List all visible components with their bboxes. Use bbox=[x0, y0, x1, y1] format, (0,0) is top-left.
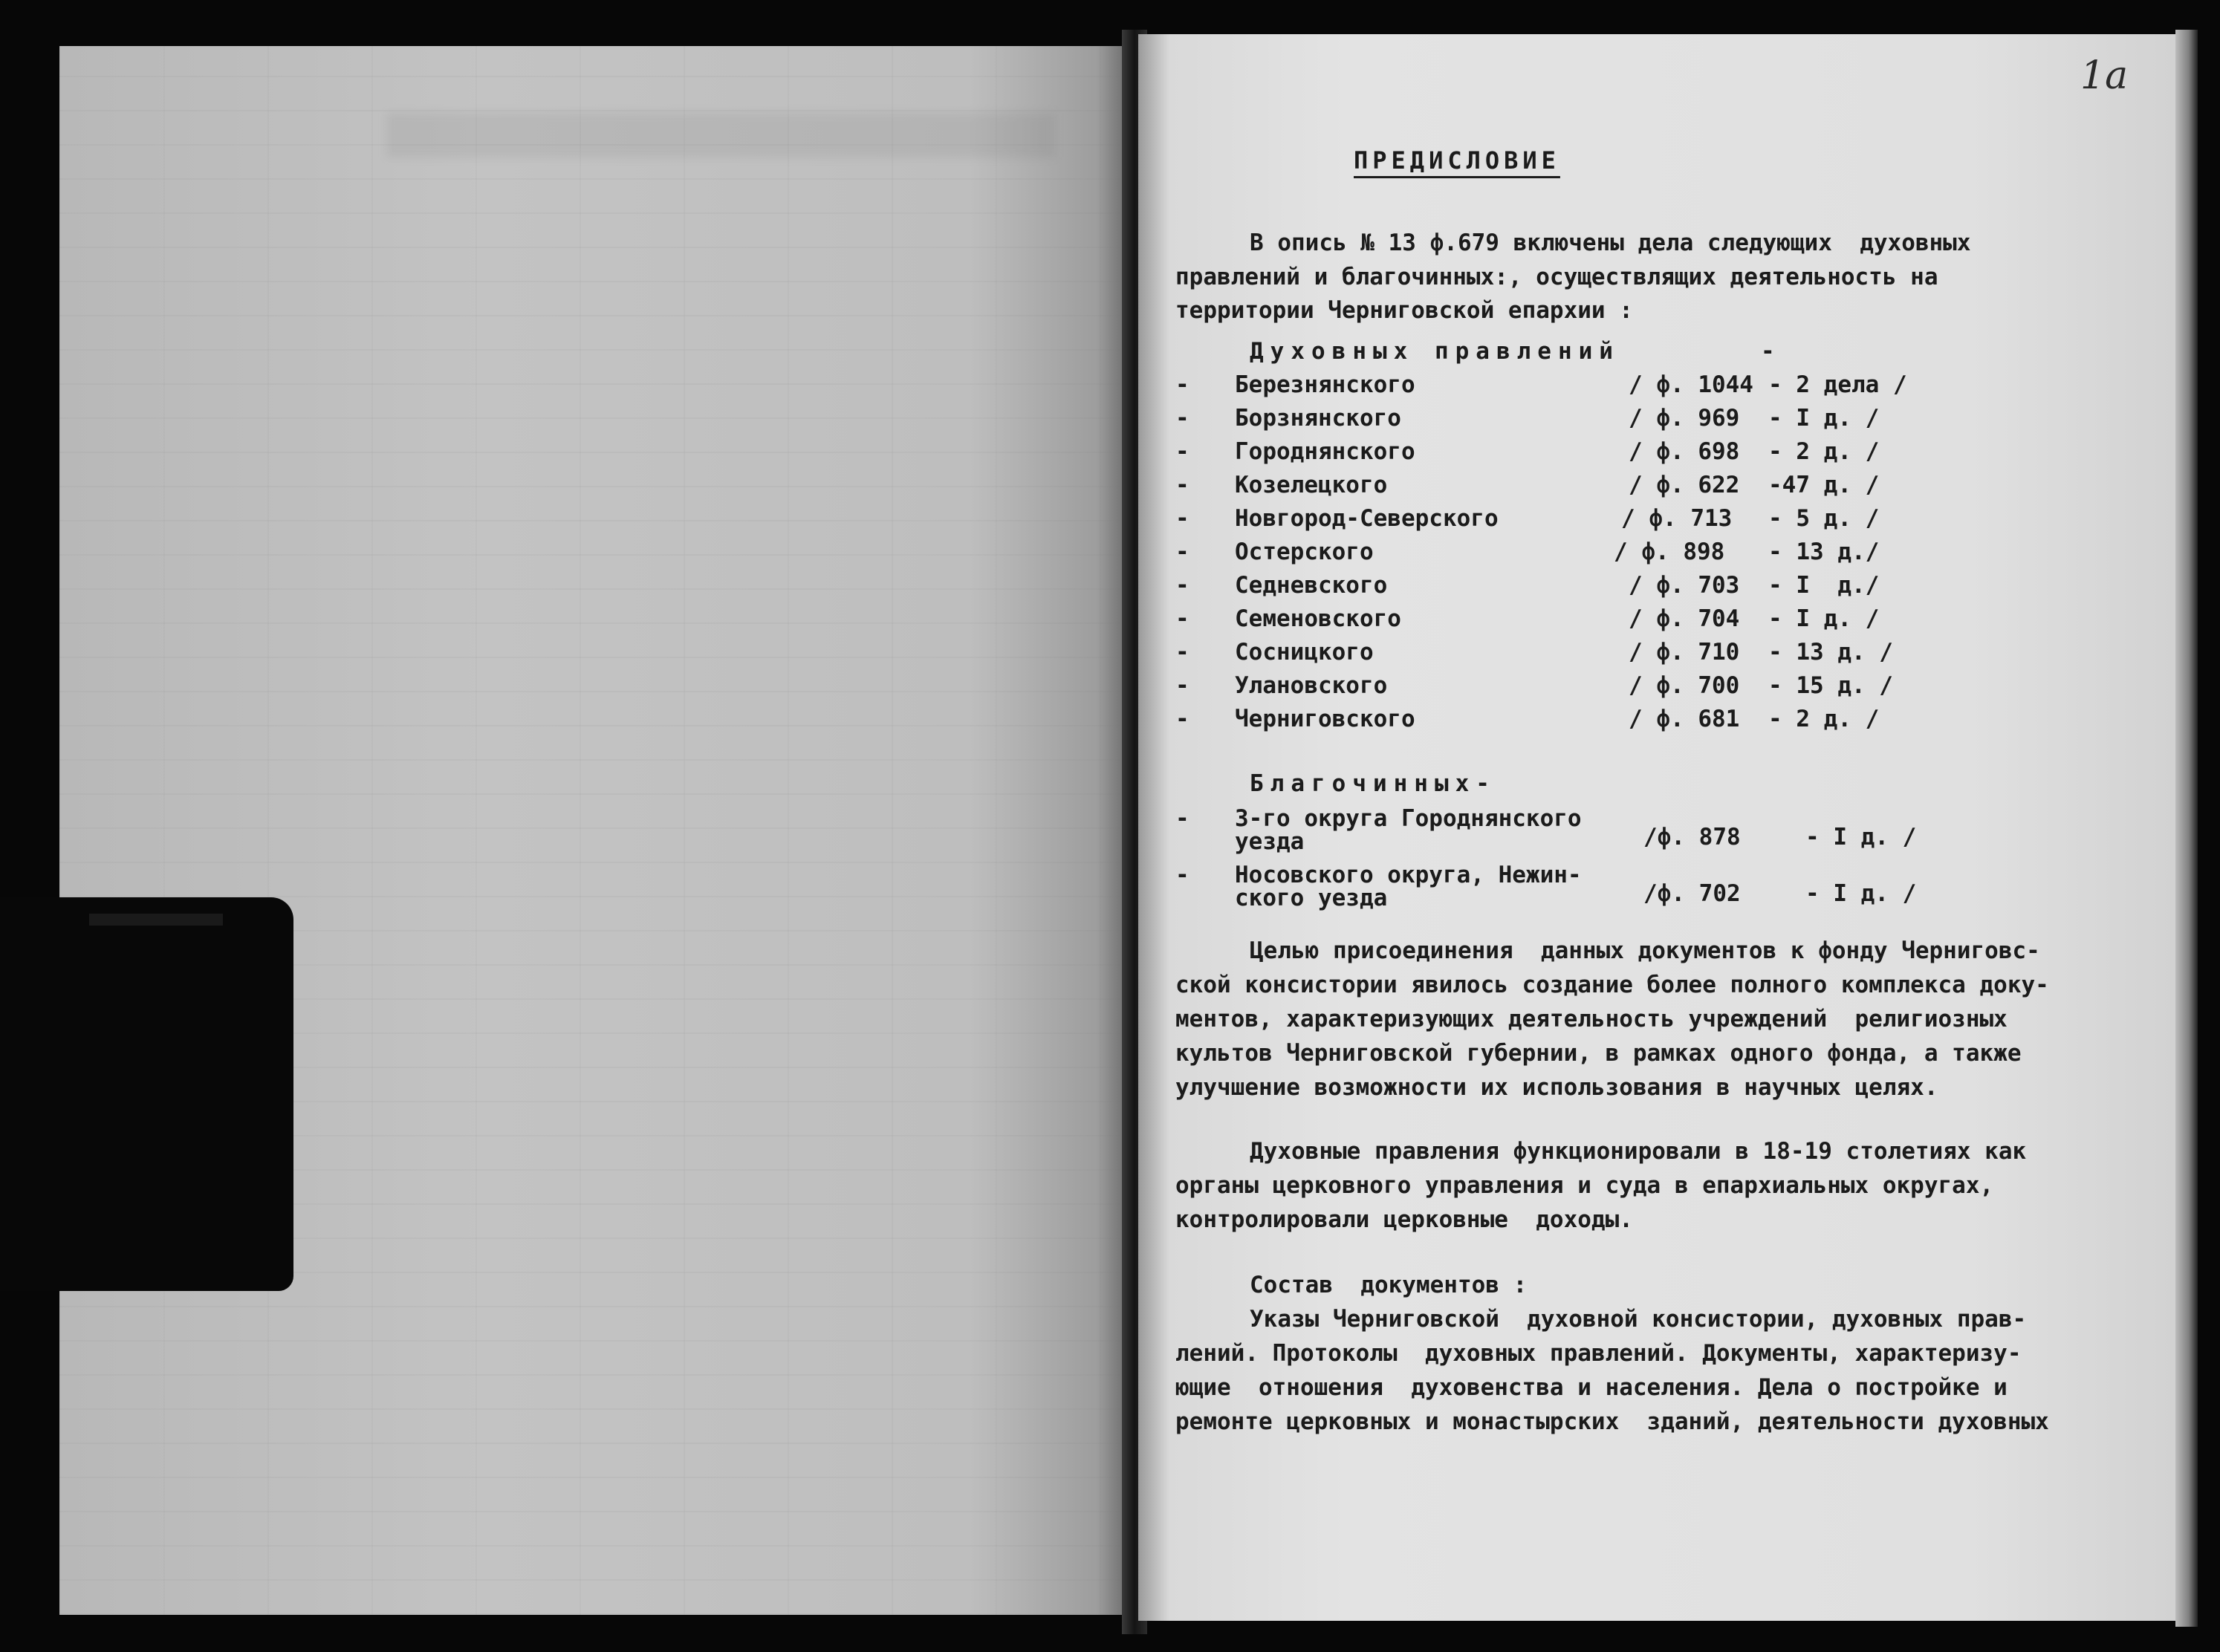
left-page-bleedthrough-heading bbox=[386, 113, 1055, 157]
list-item-count: - I д. / bbox=[1768, 605, 1880, 632]
list-item-name-line1: Носовского округа, Нежин- bbox=[1235, 862, 1582, 888]
list-item-bullet: - bbox=[1175, 539, 1189, 565]
list-item-name: Городнянского bbox=[1235, 438, 1415, 465]
purpose-line-2: ской консистории явилось создание более полного комплекса доку- bbox=[1175, 972, 2049, 998]
function-line-2: органы церковного управления и суда в епархиальных округах, bbox=[1175, 1172, 1994, 1199]
list-item-fond: / ф. 681 bbox=[1629, 706, 1740, 732]
list-item-fond: / ф. 700 bbox=[1629, 672, 1740, 699]
list-item-bullet: - bbox=[1175, 572, 1189, 599]
list-item-bullet: - bbox=[1175, 438, 1189, 465]
purpose-line-1: Целью присоединения данных документов к фонду Черниговс- bbox=[1250, 937, 2040, 964]
list-item-fond: /ф. 702 bbox=[1643, 880, 1741, 907]
list-item-fond: / ф. 710 bbox=[1629, 639, 1740, 666]
list-item-bullet: - bbox=[1175, 862, 1189, 888]
list-item-count: - 15 д. / bbox=[1768, 672, 1893, 699]
list-item-bullet: - bbox=[1175, 405, 1189, 432]
list-item-name-line1: 3-го округа Городнянского bbox=[1235, 805, 1582, 832]
list-item-name: Козелецкого bbox=[1235, 472, 1388, 498]
list-item-count: -47 д. / bbox=[1768, 472, 1880, 498]
list-item-fond: / ф. 698 bbox=[1629, 438, 1740, 465]
list-item-fond: / ф. 898 bbox=[1614, 539, 1725, 565]
right-page-edge bbox=[2175, 30, 2198, 1627]
composition-line-1: Указы Черниговской духовной консистории, духовных прав- bbox=[1250, 1306, 2027, 1333]
list-item-name-line2: уезда bbox=[1235, 828, 1305, 855]
list-item-count: - I д. / bbox=[1768, 405, 1880, 432]
left-page-blank bbox=[59, 46, 1129, 1615]
list-item-fond: / ф. 622 bbox=[1629, 472, 1740, 498]
list-item-bullet: - bbox=[1175, 706, 1189, 732]
purpose-line-3: ментов, характеризующих деятельность учреждений религиозных bbox=[1175, 1006, 2008, 1032]
list-item-bullet: - bbox=[1175, 672, 1189, 699]
list-item-name: Борзнянского bbox=[1235, 405, 1401, 432]
list-item-name: Новгород-Северского bbox=[1235, 505, 1499, 532]
list-item-count: - 2 дела / bbox=[1768, 371, 1907, 398]
composition-heading: Состав документов : bbox=[1250, 1272, 1528, 1298]
composition-line-4: ремонте церковных и монастырских зданий, деятельности духовных bbox=[1175, 1408, 2049, 1435]
list-item-count: - 5 д. / bbox=[1768, 505, 1880, 532]
pravleniya-heading-dash: - bbox=[1761, 338, 1775, 365]
list-item-count: - 2 д. / bbox=[1768, 438, 1880, 465]
intro-line-1: В опись № 13 ф.679 включены дела следующих духовных bbox=[1250, 230, 1971, 256]
list-item-fond: /ф. 878 bbox=[1643, 824, 1741, 851]
list-item-count: - I д. / bbox=[1805, 824, 1917, 851]
composition-line-3: ющие отношения духовенства и населения. Дела о постройке и bbox=[1175, 1374, 2008, 1401]
list-item-name: Березнянского bbox=[1235, 371, 1415, 398]
list-item-fond: / ф. 704 bbox=[1629, 605, 1740, 632]
list-item-name: Черниговского bbox=[1235, 706, 1415, 732]
function-line-3: контролировали церковные доходы. bbox=[1175, 1206, 1633, 1233]
blagochinnykh-heading: Благочинных- bbox=[1250, 770, 1496, 797]
function-line-1: Духовные правления функционировали в 18-19 столетиях как bbox=[1250, 1138, 2027, 1165]
list-item-name: Улановского bbox=[1235, 672, 1388, 699]
pravleniya-heading: Духовных правлений bbox=[1250, 338, 1620, 365]
list-item-bullet: - bbox=[1175, 371, 1189, 398]
list-item-name: Сосницкого bbox=[1235, 639, 1374, 666]
list-item-bullet: - bbox=[1175, 605, 1189, 632]
list-item-bullet: - bbox=[1175, 472, 1189, 498]
composition-line-2: лений. Протоколы духовных правлений. Документы, характеризу- bbox=[1175, 1340, 2022, 1367]
list-item-fond: / ф. 703 bbox=[1629, 572, 1740, 599]
intro-line-2: правлений и благочинных:, осуществлящих деятельность на bbox=[1175, 264, 1938, 290]
page-title: ПРЕДИСЛОВИЕ bbox=[1354, 146, 1560, 175]
list-item-name: Остерского bbox=[1235, 539, 1374, 565]
binding-clip-edge bbox=[89, 914, 223, 926]
list-item-count: - 2 д. / bbox=[1768, 706, 1880, 732]
list-item-count: - 13 д./ bbox=[1768, 539, 1880, 565]
intro-line-3: территории Черниговской епархии : bbox=[1175, 297, 1633, 324]
list-item-fond: / ф. 969 bbox=[1629, 405, 1740, 432]
list-item-count: - 13 д. / bbox=[1768, 639, 1893, 666]
folio-number: 1a bbox=[2080, 53, 2129, 98]
list-item-name: Седневского bbox=[1235, 572, 1388, 599]
purpose-line-4: культов Черниговской губернии, в рамках одного фонда, а также bbox=[1175, 1040, 2022, 1067]
list-item-bullet: - bbox=[1175, 505, 1189, 532]
list-item-count: - I д./ bbox=[1768, 572, 1880, 599]
list-item-name-line2: ского уезда bbox=[1235, 885, 1388, 911]
left-page-bleedthrough-grid bbox=[59, 46, 1129, 1615]
list-item-count: - I д. / bbox=[1805, 880, 1917, 907]
list-item-bullet: - bbox=[1175, 805, 1189, 832]
list-item-fond: / ф. 713 bbox=[1621, 505, 1733, 532]
purpose-line-5: улучшение возможности их использования в научных целях. bbox=[1175, 1074, 1938, 1101]
list-item-name: Семеновского bbox=[1235, 605, 1401, 632]
list-item-fond: / ф. 1044 bbox=[1629, 371, 1753, 398]
list-item-bullet: - bbox=[1175, 639, 1189, 666]
binding-clip bbox=[0, 897, 293, 1291]
